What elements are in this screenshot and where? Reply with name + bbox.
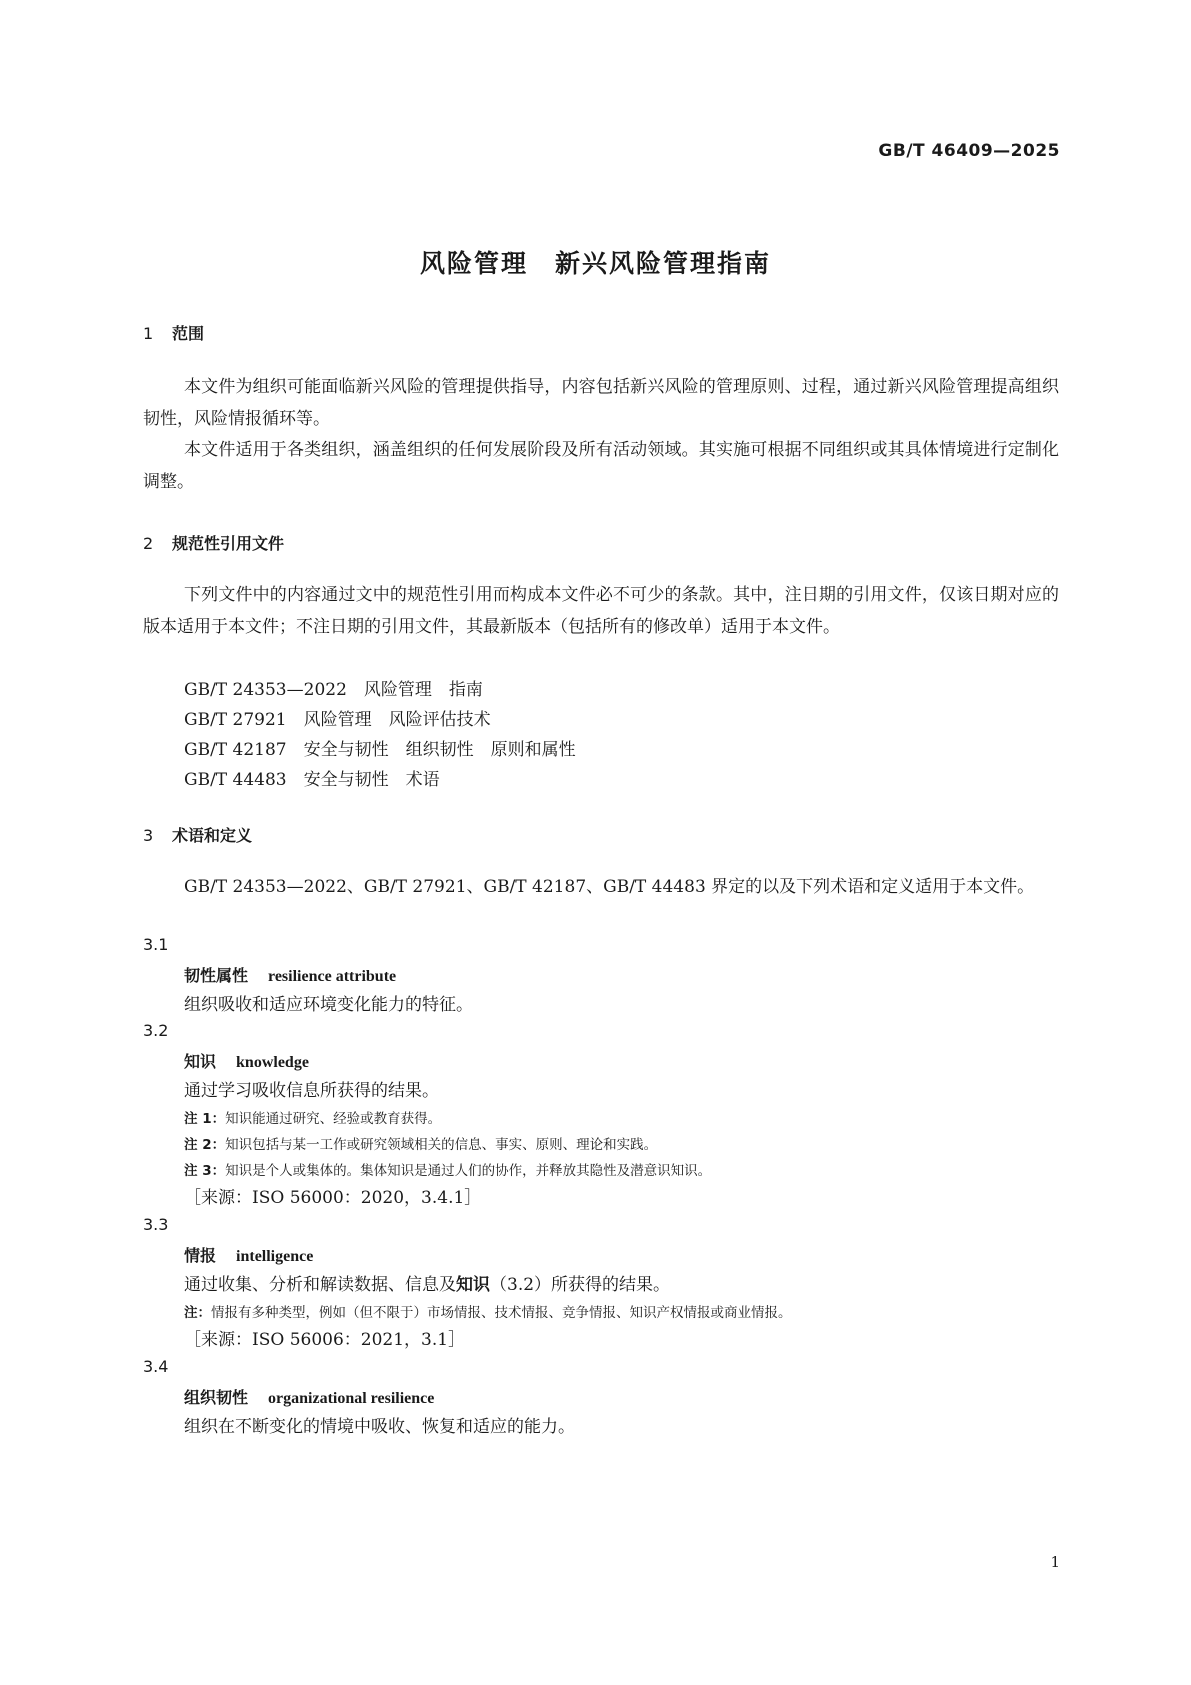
- term-definition: [184, 1270, 670, 1295]
- reference-item: GB/T 27921 风险管理 风险评估技术: [184, 710, 491, 730]
- document-title: 风险管理 新兴风险管理指南: [419, 249, 771, 278]
- term-note: [184, 1159, 711, 1179]
- note-text: 知识包括与某一工作或研究领域相关的信息、事实、原则、理论和实践。: [225, 1137, 658, 1153]
- note-tag: 注 1：: [184, 1111, 226, 1127]
- section-title: 范围: [172, 324, 205, 343]
- note-tag: 注：: [184, 1305, 211, 1321]
- terms-definitions-paragraph: GB/T 24353—2022、GB/T 27921、GB/T 42187、GB/T 44483 界定的以及下列术语和定义适用于本文件。: [184, 877, 1035, 897]
- term-entry: [184, 1385, 434, 1408]
- term-entry: [184, 1049, 309, 1072]
- normative-references-paragraph: 下列文件中的内容通过文中的规范性引用而构成本文件必不可少的条款。其中，注日期的引用文件，仅该日期对应的版本适用于本文件；不注日期的引用文件，其最新版本（包括所有的修改单）适用于本文件。: [143, 585, 1059, 637]
- term-definition: 组织吸收和适应环境变化能力的特征。: [184, 995, 473, 1015]
- reference-item: GB/T 42187 安全与韧性 组织韧性 原则和属性: [184, 740, 576, 760]
- section-number: 3: [143, 826, 154, 845]
- term-en: knowledge: [236, 1054, 309, 1071]
- term-en: resilience attribute: [268, 968, 397, 985]
- term-note: [184, 1107, 441, 1127]
- note-tag: 注 3：: [184, 1163, 226, 1179]
- section-number: 1: [143, 324, 154, 343]
- section-number: 2: [143, 534, 154, 553]
- term-number: 3.1: [143, 935, 169, 954]
- note-tag: 注 2：: [184, 1137, 226, 1153]
- term-zh: 知识: [184, 1052, 217, 1071]
- term-note: [184, 1301, 792, 1321]
- term-number: 3.3: [143, 1215, 169, 1234]
- section-heading-scope: [143, 321, 204, 344]
- term-note: [184, 1133, 657, 1153]
- term-number: 3.2: [143, 1021, 169, 1040]
- term-zh: 情报: [184, 1246, 217, 1265]
- definition-text: （3.2）所获得的结果。: [490, 1275, 671, 1295]
- reference-item: GB/T 24353—2022 风险管理 指南: [184, 680, 483, 700]
- term-zh: 组织韧性: [184, 1388, 249, 1407]
- term-source: ［来源：ISO 56006：2021，3.1］: [184, 1330, 466, 1350]
- term-definition: 通过学习吸收信息所获得的结果。: [184, 1081, 439, 1101]
- page-number: 1: [1050, 1553, 1060, 1571]
- term-cross-reference: 知识: [456, 1275, 490, 1295]
- scope-paragraph-1: 本文件为组织可能面临新兴风险的管理提供指导，内容包括新兴风险的管理原则、过程，通过新兴风险管理提高组织韧性，风险情报循环等。: [143, 377, 1059, 429]
- standard-code: GB/T 46409—2025: [878, 141, 1060, 161]
- note-text: 知识能通过研究、经验或教育获得。: [225, 1111, 442, 1127]
- note-text: 知识是个人或集体的。集体知识是通过人们的协作，并释放其隐性及潜意识知识。: [225, 1163, 712, 1179]
- term-zh: 韧性属性: [184, 966, 249, 985]
- term-en: intelligence: [236, 1248, 314, 1265]
- section-title: 规范性引用文件: [172, 534, 285, 553]
- term-definition: 组织在不断变化的情境中吸收、恢复和适应的能力。: [184, 1417, 575, 1437]
- note-text: 情报有多种类型，例如（但不限于）市场情报、技术情报、竞争情报、知识产权情报或商业情报。: [211, 1305, 792, 1321]
- scope-paragraph-2: 本文件适用于各类组织，涵盖组织的任何发展阶段及所有活动领域。其实施可根据不同组织或其具体情境进行定制化调整。: [143, 440, 1059, 492]
- reference-item: GB/T 44483 安全与韧性 术语: [184, 770, 440, 790]
- term-number: 3.4: [143, 1357, 169, 1376]
- section-heading-terms-definitions: [143, 823, 252, 846]
- term-entry: [184, 963, 396, 986]
- section-title: 术语和定义: [172, 826, 253, 845]
- section-heading-normative-references: [143, 531, 284, 554]
- term-entry: [184, 1243, 313, 1266]
- term-en: organizational resilience: [268, 1390, 435, 1407]
- term-source: ［来源：ISO 56000：2020，3.4.1］: [184, 1188, 482, 1208]
- definition-text: 通过收集、分析和解读数据、信息及: [184, 1275, 456, 1295]
